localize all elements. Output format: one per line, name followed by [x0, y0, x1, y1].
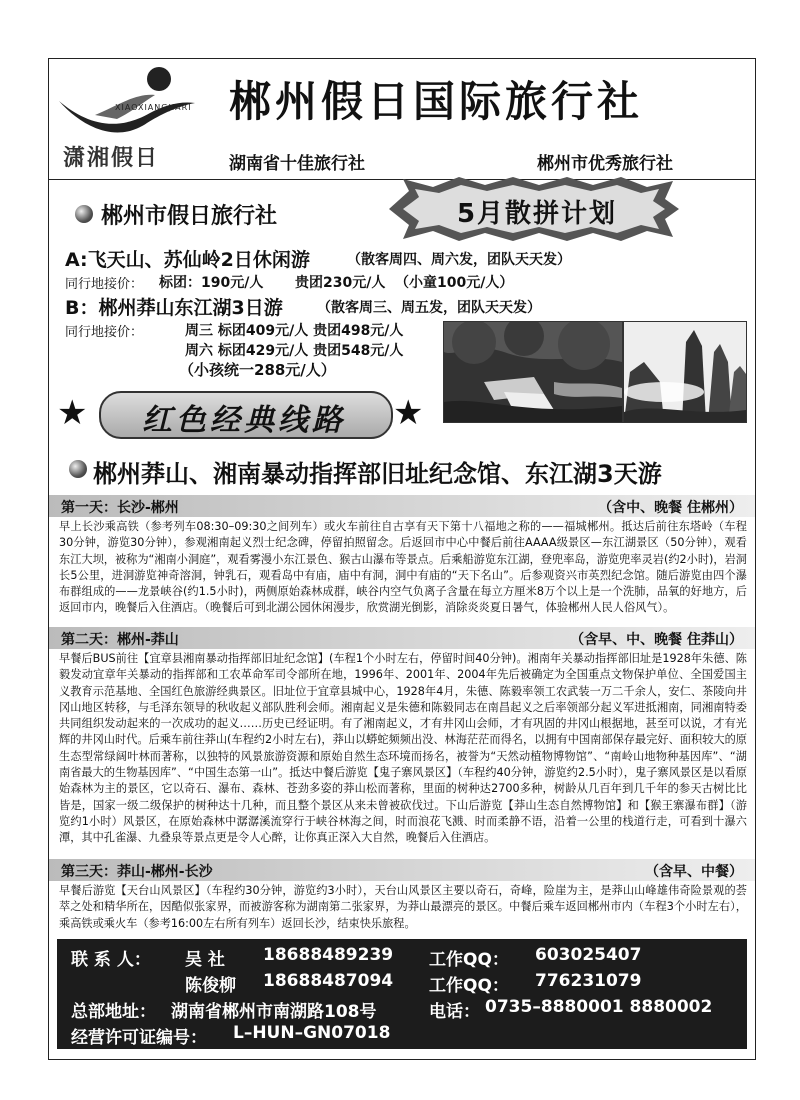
route-a-note: （散客周四、周六发，团队天天发）	[347, 252, 571, 268]
route-a-standard: 标团：190元/人	[159, 275, 264, 291]
license-number: L–HUN–GN07018	[233, 1023, 391, 1043]
day2-title: 第二天：郴州-莽山	[61, 632, 179, 648]
mountain-photo	[623, 321, 747, 423]
route-b-sat-price: 周六 标团429元/人 贵团548元/人	[185, 343, 404, 359]
waterfall-photo	[443, 321, 623, 423]
waterfall-image	[444, 322, 622, 422]
globe-bullet-icon	[75, 205, 93, 223]
license-label: 经营许可证编号：	[71, 1028, 207, 1048]
day3-meals: （含早、中餐）	[645, 864, 743, 880]
red-classic-title: 红色经典线路	[142, 403, 346, 438]
honor-provincial: 湖南省十佳旅行社	[229, 154, 365, 174]
qq1-label: 工作QQ：	[429, 950, 509, 970]
tel-label: 电话：	[429, 1002, 480, 1022]
contact-label: 联 系 人：	[71, 950, 151, 970]
red-route-title: 郴州莽山、湘南暴动指挥部旧址纪念馆、东江湖3天游	[93, 460, 662, 488]
day2-itinerary: 早餐后BUS前往【宜章县湘南暴动指挥部旧址纪念馆】(车程1个小时左右，停留时间40分钟)。湘南年关暴动指挥部旧址是1928年朱德、陈毅发动宜章年关暴动的指挥部和工农革命军司令部所在地，1996年、2001年、2004年先后被确定为全国重点文物保护单位、全国爱国主义教育示范基地、全国红色旅游经典景区。旧址位于宜章县城中心，1928年4月，朱德、陈毅率领工农武装一万二千余人，安仁、茶陵向井冈山地区转移，与毛泽东领导的秋收起义部队胜利会师。湘南起义是朱德和陈毅同志在南昌起义之后率领部分起义军进抵湘南，同湘南特委共同组织发动起来的一次成功的起义……历史已经证明。有了湘南起义，才有井冈山会师，才有巩固的井冈山根据地，甚至可以说，才有光辉的井冈山时代。后乘车前往莽山(车程约2小时左右)，莽山以蟒蛇频频出没、林海茫茫而得名，以拥有中国南部保存最完好、面积较大的原生态型常绿阔叶林而著称，以独特的风景旅游资源和原始自然生态环境而扬名，被誉为“天然动植物博物馆”、“南岭山地物种基因库”、“湖南省最大的生物基因库”、“中国生态第一山”。抵达中餐后游览【鬼子寨风景区】（车程约40分钟，游览约2.5小时），鬼子寨风景区是以看原始森林为主的景区，它以奇石、瀑布、森林、苍劲多姿的莽山松而著称，里面的树种达2700多种，树龄从几百年到几千年的参天古树比比皆是，国家一级二级保护的树种达十几种，而且整个景区从来未曾被砍伐过。下山后游览【莽山生态自然博物馆】和【猴王寨瀑布群】（游览约1小时）风景区，在原始森林中潺潺溪流穿行于峡谷林海之间，时而浪花飞溅、时而柔静不语，沿着一公里的栈道行走，可看到十瀑六潭，其中孔雀瀑、九叠泉等景点更是令人心醉，让你真正深入大自然，晚餐后入住酒店。	[59, 652, 747, 845]
flyer	[48, 58, 756, 1060]
mountain-image	[624, 322, 746, 422]
qq2-number[interactable]: 776231079	[535, 971, 642, 991]
route-b-wed-price: 周三 标团409元/人 贵团498元/人	[185, 323, 404, 339]
route-b-child: （小孩统一288元/人）	[179, 361, 336, 379]
qq2-label: 工作QQ：	[429, 976, 509, 996]
contact-footer	[57, 939, 747, 1049]
honor-city: 郴州市优秀旅行社	[537, 154, 673, 174]
plan-title: 5月散拼计划	[456, 199, 618, 229]
route-a-premium: 贵团230元/人	[295, 275, 386, 291]
day2-meals: （含早、中、晚餐 住莽山）	[570, 632, 743, 648]
day3-title: 第三天：莽山-郴州-长沙	[61, 864, 213, 880]
logo-chinese: 潇湘假日	[63, 145, 160, 171]
plan-agency: 郴州市假日旅行社	[101, 204, 278, 229]
address: 湖南省郴州市南湖路108号	[171, 1002, 377, 1022]
contact2-phone[interactable]: 18688487094	[263, 971, 394, 991]
tel-numbers[interactable]: 0735–8880001 8880002	[485, 997, 713, 1017]
contact1-name: 吴 社	[185, 950, 225, 970]
day1-meals: （含中、晚餐 住郴州）	[598, 500, 743, 516]
address-label: 总部地址：	[71, 1002, 156, 1022]
route-a-price-label: 同行地接价：	[65, 277, 144, 292]
star-left-icon: ★	[57, 393, 88, 433]
route-b-title: B：郴州莽山东江湖3日游	[65, 297, 283, 319]
day3-itinerary: 早餐后游览【天台山风景区】（车程约30分钟，游览约3小时），天台山风景区主要以奇石，奇峰，险崖为主，是莽山山峰雄伟奇险景观的荟萃之处和精华所在，因酷似张家界，而被游客称为湖南第二张家界，为莽山最漂亮的景区。中餐后乘车返回郴州市内（车程3个小时左右），乘高铁或乘火车（参考16:00左右所有列车）返回长沙，结束快乐旅程。	[59, 884, 747, 930]
route-a-child: （小童100元/人）	[395, 275, 514, 291]
contact1-phone[interactable]: 18688489239	[263, 945, 394, 965]
logo-english: XIAOXIANGJIARI	[115, 103, 192, 112]
globe-bullet-2-icon	[69, 460, 87, 478]
route-b-price-label: 同行地接价：	[65, 325, 144, 340]
agency-name: 郴州假日国际旅行社	[229, 77, 644, 126]
contact2-name: 陈俊柳	[185, 976, 236, 996]
company-logo	[55, 63, 205, 173]
star-right-icon: ★	[393, 393, 424, 433]
route-a-title: A:飞天山、苏仙岭2日休闲游	[65, 249, 310, 271]
day1-title: 第一天：长沙-郴州	[61, 500, 179, 516]
route-b-note: （散客周三、周五发，团队天天发）	[317, 300, 541, 316]
qq1-number[interactable]: 603025407	[535, 945, 642, 965]
day1-itinerary: 早上长沙乘高铁（参考列车08:30–09:30之间列车）或火车前往自古享有天下第十八福地之称的——福城郴州。抵达后前往东塔岭（车程30分钟，游览30分钟），参观湘南起义烈士纪念碑，停留拍照留念。后返回市中心中餐后前往AAAA级景区—东江湖景区（50分钟），观看东江大坝，被称为“湘南小洞庭”，观看雾漫小东江景色、猴古山瀑布等景点。后乘船游览东江湖，登兜率岛，游览兜率灵岩(约2小时)，岩洞长5公里，进洞游览神奇溶洞，钟乳石，观看岛中有庙，庙中有洞，洞中有庙的“天下名山”。后参观资兴市英烈纪念馆。随后游览由四个瀑布群组成的——龙景峡谷(约1.5小时)，两侧原始森林成群，峡谷内空气负离子含量在每立方厘米8万个以上是一个洗肺，品氧的好地方，后返回市内，晚餐后入住酒店。（晚餐后可到北湖公园休闲漫步，欣赏湖光倒影，消除炎炎夏日暑气，体验郴州人民人俗风气）。	[59, 520, 747, 615]
